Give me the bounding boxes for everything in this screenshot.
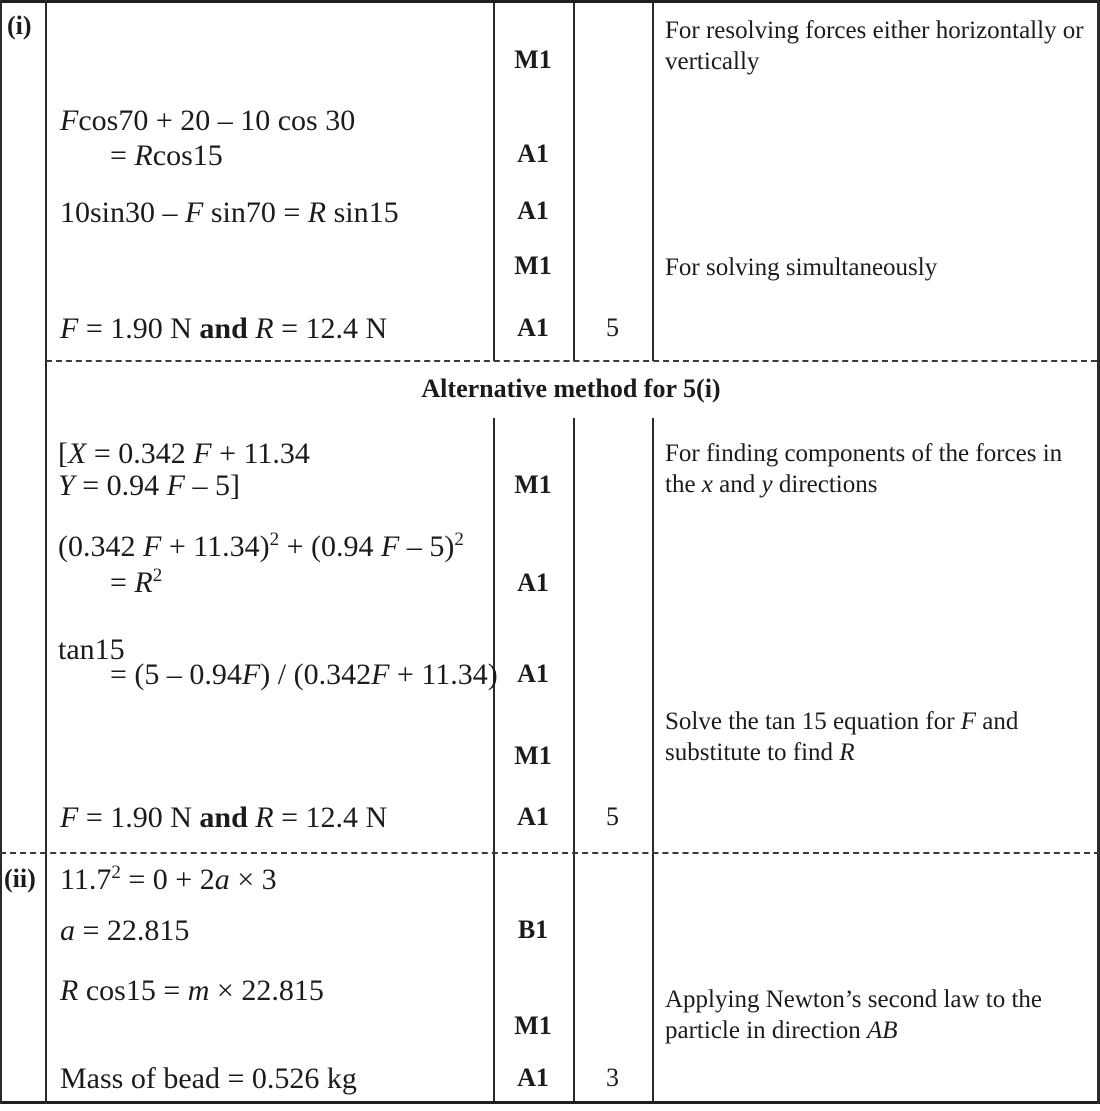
alternative-method-header: Alternative method for 5(i) <box>421 374 721 403</box>
column-divider-total-s2 <box>573 418 575 853</box>
comment-applying-newton: Applying Newton’s second law to the particle in direction AB <box>665 986 1043 1044</box>
comment-resolving-forces: For resolving forces either horizontally or vertically <box>665 17 1084 75</box>
working-result-f-r: F = 1.90 N and R = 12.4 N <box>60 312 388 345</box>
mark-m1-solve-tan: M1 <box>514 741 552 770</box>
section-divider-dashed-alt <box>46 360 1097 362</box>
total-marks-part-i: 5 <box>606 313 619 342</box>
mark-a1-mass: A1 <box>517 1063 549 1092</box>
mark-b1-acceleration: B1 <box>517 915 549 944</box>
comment-finding-components: For finding components of the forces in the x and y directions <box>665 440 1063 498</box>
mark-m1-resolve: M1 <box>514 45 552 74</box>
alt-working-tan-line1: tan15 <box>58 633 125 666</box>
column-divider-comment-s3 <box>652 853 654 1101</box>
comment-solving-simultaneously: For solving simultaneously <box>665 254 938 281</box>
alt-working-tan-line2: = (5 – 0.94F) / (0.342F + 11.34) <box>110 658 498 691</box>
column-divider-total-s1 <box>573 3 575 361</box>
mark-a1-vertical: A1 <box>517 196 549 225</box>
comment-solve-tan-equation: Solve the tan 15 equation for F and substitute to find R <box>665 708 1019 766</box>
working-vertical-eq: 10sin30 – F sin70 = R sin15 <box>60 196 399 229</box>
working-horizontal-eq-line2: = Rcos15 <box>110 139 223 172</box>
mark-a1-tan: A1 <box>517 659 549 688</box>
working-mass-of-bead: Mass of bead = 0.526 kg <box>60 1062 357 1095</box>
part-ii-label: (ii) <box>4 864 36 893</box>
working-newton-second-law: R cos15 = m × 22.815 <box>60 974 324 1007</box>
column-divider-comment-s1 <box>652 3 654 361</box>
part-i-label: (i) <box>7 11 32 40</box>
table-border-bottom <box>0 1101 1100 1104</box>
alt-working-pythagoras-line1: (0.342 F + 11.34)$^2$ + (0.94 F – 5)$^2$ <box>58 529 464 563</box>
total-marks-part-ii: 3 <box>606 1063 619 1092</box>
working-suvat-eq: $11.7^2 = 0 + 2a \times 3$ <box>60 862 277 896</box>
alt-working-result-f-r: F = 1.90 N and R = 12.4 N <box>60 801 388 834</box>
table-border-top <box>0 0 1100 3</box>
total-marks-part-i-alt: 5 <box>606 802 619 831</box>
alt-working-components-line2: Y = 0.94 F – 5] <box>58 469 240 502</box>
mark-m1-components: M1 <box>514 470 552 499</box>
alt-working-components-line1: [X = 0.342 F + 11.34 <box>58 437 310 470</box>
mark-a1-alt-result: A1 <box>517 802 549 831</box>
alt-working-pythagoras-line2: = $R^2$ <box>110 565 163 599</box>
mark-a1-result: A1 <box>517 313 549 342</box>
table-border-left <box>0 0 2 1104</box>
mark-m1-solve-simultaneously: M1 <box>514 251 552 280</box>
column-divider-comment-s2 <box>652 418 654 853</box>
mark-a1-pythagoras: A1 <box>517 568 549 597</box>
working-acceleration: a = 22.815 <box>60 914 190 947</box>
column-divider-part <box>45 0 47 1104</box>
mark-m1-newton: M1 <box>514 1011 552 1040</box>
working-horizontal-eq-line1: Fcos70 + 20 – 10 cos 30 <box>60 104 356 137</box>
mark-a1-horizontal: A1 <box>517 139 549 168</box>
section-divider-dashed-part-ii <box>0 852 1100 854</box>
